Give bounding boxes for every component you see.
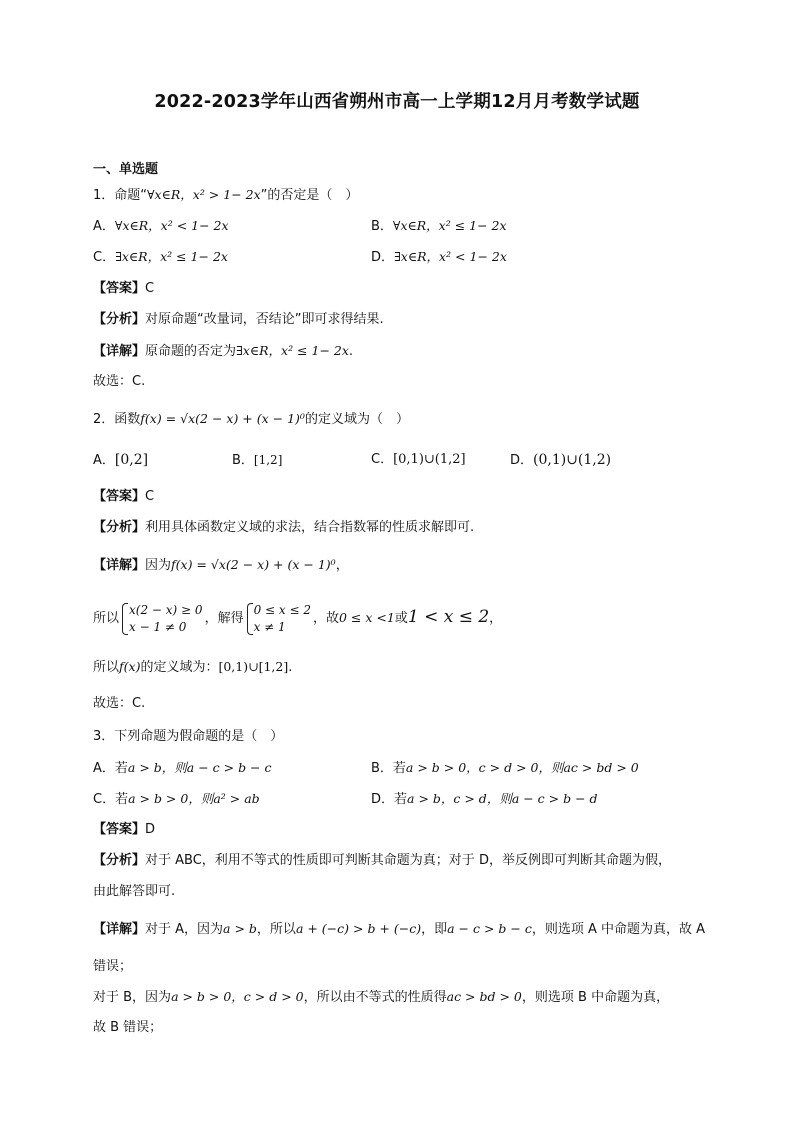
q3-detail-tag: 【详解】 [93, 922, 146, 937]
q2-so-end: ， [489, 611, 503, 626]
q2-detail-tag: 【详解】 [93, 558, 146, 573]
q2-system-1-row-1: x(2 − x) ≥ 0 [129, 602, 203, 617]
q2-detail [93, 556, 349, 575]
q2-analysis [93, 519, 474, 537]
q1-analysis-tag: 【分析】 [93, 312, 146, 327]
q2-so-pre: 所以 [93, 611, 120, 626]
q3-analysis [93, 852, 671, 870]
page-title: 2022-2023学年山西省朔州市高一上学期12月月考数学试题 [154, 92, 640, 112]
q3-option-d-text: a > b，c > d，则a − c > b − d [407, 791, 598, 806]
q2-analysis-tag: 【分析】 [93, 520, 146, 535]
q2-option-a-label: A． [93, 453, 115, 468]
q2-answer [93, 488, 154, 506]
q3-option-a-label: A．若 [93, 761, 128, 776]
q2-domain-f: f(x) [119, 659, 141, 674]
q3-option-a [93, 759, 272, 778]
q1-answer-value: C [145, 281, 155, 296]
q2-option-b [232, 451, 282, 470]
q2-system-1 [121, 602, 203, 636]
q1-detail-tag: 【详解】 [93, 344, 146, 359]
q2-domain-pre: 所以 [93, 660, 120, 675]
q3-option-c-text: a > b > 0，则a² > ab [128, 791, 260, 806]
q2-solve-line [93, 598, 502, 638]
q2-detail-pre: 因为 [145, 558, 172, 573]
q2-option-b-label: B． [232, 453, 254, 468]
q1-detail-math: ∃x∈R，x² ≤ 1− 2x [236, 343, 349, 358]
q2-system-2-row-1: 0 ≤ x ≤ 2 [253, 602, 311, 617]
q1-option-d [371, 248, 507, 267]
q3-detail-a-math3: a − c > b − c [447, 921, 532, 936]
q3-option-c-label: C．若 [93, 792, 129, 807]
q2-stem-math: f(x) = √x(2 − x) + (x − 1)⁰ [140, 411, 305, 426]
q2-domain-line [93, 658, 292, 677]
q2-analysis-text: 利用具体函数定义域的求法，结合指数幂的性质求解即可. [145, 520, 475, 535]
q1-stem-pre: 1．命题“ [93, 188, 148, 203]
q1-option-c-label: C． [93, 250, 116, 265]
q2-option-d-label: D． [510, 453, 534, 468]
q1-detail [93, 342, 353, 361]
q1-stem [93, 186, 358, 205]
q2-system-1-row-2: x − 1 ≠ 0 [129, 619, 187, 634]
q3-option-d-label: D．若 [371, 792, 408, 807]
q3-detail-b-math1: a > b > 0，c > d > 0 [171, 989, 304, 1004]
q2-answer-tag: 【答案】 [93, 489, 146, 504]
q1-option-c-text: ∃x∈R，x² ≤ 1− 2x [115, 249, 228, 264]
q2-domain-value: [0,1)∪[1,2] [218, 659, 289, 674]
q3-detail-b-cont: 故 B 错误； [93, 1020, 163, 1035]
q2-detail-post: ， [335, 558, 349, 573]
q2-option-d-text: (0,1)∪(1,2) [533, 452, 612, 468]
q1-option-d-label: D． [371, 250, 395, 265]
q2-stem-pre: 2．函数 [93, 412, 141, 427]
q3-detail-a [93, 920, 705, 939]
q3-analysis-tag: 【分析】 [93, 853, 146, 868]
q1-option-a-label: A． [93, 219, 115, 234]
q2-so-post: ，故 [312, 611, 339, 626]
q1-analysis [93, 311, 384, 329]
q2-so-mid: ，解得 [204, 611, 244, 626]
q2-option-b-text: [1,2] [253, 453, 283, 467]
q1-option-d-text: ∃x∈R，x² < 1− 2x [394, 249, 507, 264]
q3-detail-b [93, 988, 669, 1007]
q2-choose: 故选：C. [93, 696, 146, 711]
q2-domain-mid: 的定义域为： [140, 660, 219, 675]
q3-answer-tag: 【答案】 [93, 822, 146, 837]
q1-option-b-text: ∀x∈R，x² ≤ 1− 2x [392, 218, 507, 233]
q2-domain-end: . [288, 660, 293, 675]
q3-detail-a2: ，所以 [256, 922, 296, 937]
q2-so-math-1: 0 ≤ x <1 [339, 610, 395, 625]
q2-so-or: 或 [394, 611, 408, 626]
q1-option-b [371, 217, 507, 236]
q3-detail-a-math2: a + (−c) > b + (−c) [295, 921, 422, 936]
q3-option-b-label: B．若 [371, 761, 406, 776]
q1-analysis-text: 对原命题“改量词，否结论”即可求得结果. [145, 312, 384, 327]
q2-detail-math: f(x) = √x(2 − x) + (x − 1)⁰ [171, 557, 336, 572]
q1-option-c [93, 248, 228, 267]
q2-option-a-text: [0,2] [114, 452, 149, 468]
q3-detail-a4: ，则选项 A 中命题为真，故 A [531, 922, 706, 937]
q3-detail-a-cont: 错误； [93, 959, 133, 974]
q3-stem: 3．下列命题为假命题的是（ ） [93, 729, 284, 744]
q1-detail-pre: 原命题的否定为 [145, 344, 237, 359]
q2-option-c [371, 451, 466, 469]
q2-system-2 [246, 602, 311, 636]
q2-option-c-label: C． [371, 452, 394, 467]
q1-stem-post: ”的否定是（ ） [260, 188, 359, 203]
q1-option-a-text: ∀x∈R，x² < 1− 2x [114, 218, 229, 233]
q1-stem-math: ∀x∈R，x² > 1− 2x [147, 187, 261, 202]
q3-answer [93, 821, 155, 839]
section-heading: 一、单选题 [93, 162, 159, 177]
q2-answer-value: C [145, 489, 155, 504]
q1-choose: 故选：C. [93, 374, 146, 389]
q3-option-a-text: a > b，则a − c > b − c [127, 760, 272, 775]
q1-option-b-label: B． [371, 219, 393, 234]
q3-option-b-text: a > b > 0，c > d > 0，则ac > bd > 0 [405, 760, 639, 775]
q3-detail-b-math2: ac > bd > 0 [446, 989, 522, 1004]
q2-system-2-row-2: x ≠ 1 [253, 619, 286, 634]
q1-answer-tag: 【答案】 [93, 281, 146, 296]
q3-detail-b1: 对于 B，因为 [93, 990, 172, 1005]
q3-analysis-cont: 由此解答即可. [93, 884, 176, 899]
q3-option-b [371, 759, 639, 778]
q1-detail-post: . [348, 344, 354, 359]
q2-so-math-2: 1 < x ≤ 2 [407, 607, 490, 627]
q3-detail-a1: 对于 A，因为 [145, 922, 224, 937]
q2-stem-post: 的定义域为（ ） [304, 412, 409, 427]
q2-stem [93, 410, 409, 429]
q3-detail-a3: ，即 [421, 922, 448, 937]
q2-option-a [93, 451, 148, 470]
q3-detail-b3: ，则选项 B 中命题为真， [521, 990, 670, 1005]
q3-detail-b2: ，所以由不等式的性质得 [303, 990, 447, 1005]
q3-option-d [371, 790, 598, 809]
q2-option-c-text: [0,1)∪(1,2] [393, 452, 466, 467]
q3-detail-a-math1: a > b [223, 921, 257, 936]
q3-answer-value: D [145, 822, 156, 837]
q1-option-a [93, 217, 229, 236]
q3-analysis-text: 对于 ABC，利用不等式的性质即可判断其命题为真；对于 D，举反例即可判断其命题为假， [145, 853, 671, 868]
q3-option-c [93, 790, 260, 809]
q1-answer [93, 280, 154, 298]
q2-option-d [510, 451, 611, 470]
